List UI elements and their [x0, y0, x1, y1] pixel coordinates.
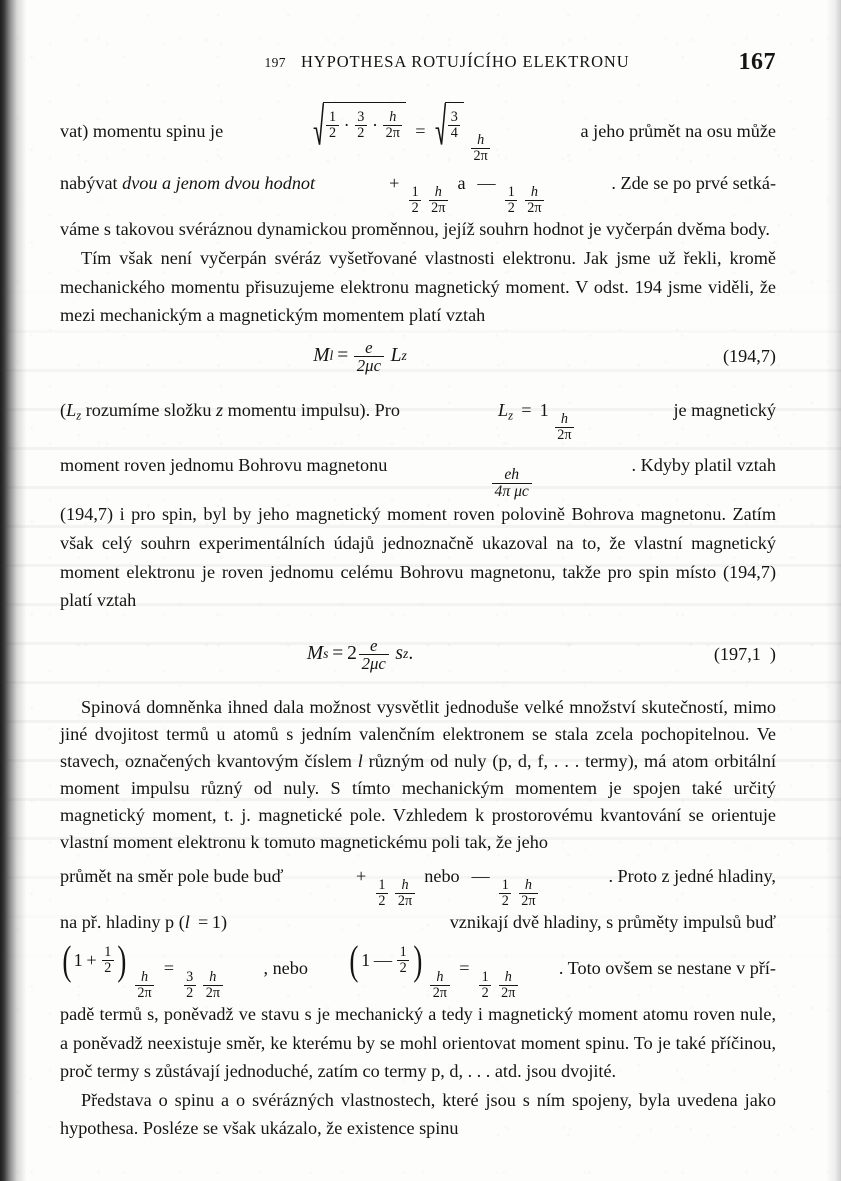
multiply-dot-2: · [371, 114, 379, 135]
radicand-1 [323, 102, 406, 146]
denominator: 2 [479, 985, 491, 1000]
levels-lead: na př. hladiny p [60, 912, 175, 933]
numerator: h [504, 969, 512, 986]
symbol-z-italic: z [216, 399, 224, 420]
denominator: 2π [203, 985, 222, 1000]
text-line-level-splitting [60, 937, 776, 1000]
minus-sign-2: — [471, 865, 490, 886]
fraction-one-half-f [102, 945, 114, 975]
line1-lead: vat) momentu spinu je [60, 120, 224, 141]
fraction-h-over-2pi-g [519, 878, 538, 908]
subscript-z-2: z [508, 408, 514, 423]
value-one-b: 1 [361, 949, 371, 970]
bohr-lead: moment roven jednomu Bohrovu magnetonu [60, 455, 388, 476]
plus-sign-2: + [355, 865, 367, 886]
denominator: 2π [430, 985, 449, 1000]
value-one: 1 [539, 399, 549, 420]
fraction-h-over-2pi-f [395, 878, 414, 908]
symbol-Ms: M [306, 643, 324, 665]
fraction-one-half-e [499, 878, 511, 908]
inline-math-bohr-magneton [490, 442, 533, 500]
inline-math-two-projections [386, 163, 546, 215]
radicand-2 [445, 102, 464, 146]
symbol-L-inline: L [66, 399, 77, 420]
numerator: h [560, 411, 568, 428]
numerator: h [434, 184, 442, 201]
equation-period: . [408, 643, 414, 665]
denominator: 2 [102, 960, 114, 975]
fraction-one-half-b [409, 185, 421, 215]
text-line-sqrt-momentum [60, 102, 776, 163]
subscript-z: z [401, 348, 407, 364]
numerator: 1 [411, 184, 419, 201]
equals-sign-lz: = [521, 399, 532, 420]
running-head-title [60, 52, 776, 72]
open-paren-lz: ( [60, 399, 67, 420]
fraction-e-over-2muc-a [354, 339, 384, 374]
denominator: 4 [448, 125, 460, 140]
minus-sign-3: — [373, 949, 393, 970]
display-equation-197-1 [60, 637, 776, 672]
nebo-conjunction: nebo [424, 865, 460, 886]
projection-tail: . Proto z jedné hladiny, [608, 865, 776, 886]
close-paren-l: ) [220, 912, 228, 933]
coefficient-two: 2 [347, 643, 357, 665]
fraction-eh-over-4pimuc [492, 467, 532, 500]
line2-tail: . Zde se po prvé setká- [611, 173, 776, 194]
close-paren-big-1: ) [117, 937, 127, 983]
fraction-h-over-2pi-d [525, 185, 544, 215]
open-paren-big-2: ( [349, 937, 359, 983]
value-one-l: 1 [211, 912, 221, 933]
numerator: h [140, 969, 149, 986]
numerator: h [401, 877, 409, 894]
lz-mid-text-2: momentu impulsu). Pro [223, 399, 400, 420]
fraction-h-over-2pi-h [135, 970, 154, 1000]
equals-sign-194-7: = [337, 345, 349, 367]
subscript-z-3: z [403, 646, 409, 662]
denominator: 2 [376, 893, 388, 908]
equation-194-7-body [313, 339, 407, 374]
line1-tail: a jeho průmět na osu může [580, 120, 776, 141]
denominator: 2π [519, 893, 538, 908]
denominator: 2π [429, 200, 448, 215]
numerator: h [477, 132, 485, 149]
text-line-lz-definition [60, 390, 776, 442]
text-line-bohr-magneton [60, 442, 776, 500]
text-line-two-values [60, 163, 776, 215]
fraction-h-over-2pi-b [471, 133, 490, 163]
fraction-three-halves-b [184, 970, 196, 1000]
line2-lead: nabývat [60, 173, 118, 194]
open-paren-big-1: ( [62, 937, 72, 983]
numerator: e [369, 635, 378, 655]
paragraph-3: (194,7) i pro spin, byl by jeho magnetický moment roven polovině Bohrova magnetonu. Zatím však celý souhrn experimentálních údajů jednoznačně ukazoval na to, že vlastní magnetický moment elektronu je roven jednomu celému Bohrovu magnetonu, takže pro spin místo (194,7) platí vztah [60, 504, 776, 611]
equals-sign-split-1: = [163, 957, 175, 978]
subscript-l: l [329, 348, 334, 364]
inline-math-spin-magnitude [312, 102, 492, 163]
equals-sign-1: = [415, 120, 426, 141]
denominator: 2π [555, 427, 574, 442]
inline-math-projection-values [352, 856, 539, 908]
paren-group-minus [347, 937, 424, 984]
fraction-three-halves [355, 110, 367, 140]
lz-tail: je magnetický [673, 399, 776, 420]
plus-sign-1: + [389, 173, 400, 194]
display-equation-194-7 [60, 339, 776, 374]
page-text-block [60, 49, 776, 1143]
paragraph-2: Tím však není vyčerpán svéráz vyšetřované vlastnosti elektronu. Jak jsme už řekli, kromě mechanického momentu přisuzujeme elektronu magnetický moment. V odst. 194 jsme viděli, že mezi mechanickým a magnetickým momentem platí vztah [60, 248, 776, 326]
subscript-z-inline: z [76, 408, 82, 423]
page-number: 167 [738, 49, 776, 75]
levels-tail: vznikají dvě hladiny, s průměty impulsů buď [449, 912, 776, 933]
minus-sign-1: — [477, 173, 496, 194]
paragraph-6: Představa o spinu a o svérázných vlastnostech, které jsou s ním spojeny, byla uvedena jako hypothesa. Posléze se však ukázalo, že existence spinu [60, 1089, 776, 1139]
fraction-h-over-2pi-i [203, 970, 222, 1000]
conjunction-a: a [457, 173, 466, 194]
equation-number-197-1: (197,1 ) [713, 643, 776, 664]
multiply-dot-1: · [343, 114, 350, 135]
numerator: h [524, 877, 532, 894]
inline-math-lz-value [498, 390, 576, 442]
sqrt-symbol-2 [435, 102, 464, 146]
fraction-one-half-c [505, 185, 517, 215]
running-head-section-number: 197 [264, 55, 286, 70]
denominator: 2 [355, 125, 367, 140]
denominator: 2 [326, 125, 338, 140]
paragraph-4-first-part: Spinová domněnka ihned dala možnost vysvětlit jednoduše velké množství skutečností, mimo jiné dvojitost termů u atomů s jedním valenčním elektronem se stala zcela pochopitelnou. Ve stavech, označených kvantovým číslem [60, 696, 776, 771]
numerator: 1 [328, 109, 337, 126]
numerator: 3 [357, 109, 365, 126]
numerator: 3 [186, 969, 194, 986]
radical-glyph-1 [313, 102, 323, 146]
denominator: 2π [471, 148, 490, 163]
paragraph-4-continuation: různým od nuly (p, d, f, . . . termy), má atom orbitální moment impulsu různý od nuly. S tímto mechanickým momentem je spojen také určitý magnetický moment, t. j. magnetické pole. Vzhledem k prostorovému kvantování se orientuje vlastní moment elektronu k tomuto magnetickému poli tak, že jeho [60, 750, 776, 852]
denominator: 2 [499, 893, 511, 908]
inline-math-level-splitting [60, 937, 224, 1000]
paragraph-1-continuation: váme s takovou svéráznou dynamickou proměnnou, jejíž souhrn hodnot je vyčerpán dvěma body. [60, 219, 770, 240]
sqrt-symbol-1 [313, 102, 406, 146]
numerator: 1 [481, 969, 489, 986]
scan-right-edge-shadow [827, 0, 841, 1181]
symbol-s: s [395, 643, 403, 665]
symbol-L: L [390, 345, 402, 367]
paren-group-plus [60, 937, 129, 984]
denominator: 2 [184, 985, 196, 1000]
denominator: 2μc [359, 654, 389, 672]
close-paren-big-2: ) [412, 937, 422, 983]
denominator: 4π μc [492, 483, 532, 500]
equals-sign-197-1: = [332, 643, 344, 665]
fraction-h-over-2pi-j [430, 970, 449, 1000]
denominator: 2 [409, 200, 421, 215]
numerator: 1 [399, 944, 407, 961]
running-head [60, 49, 776, 86]
running-head-chapter-title: HYPOTHESA ROTUJÍCÍHO ELEKTRONU [300, 52, 630, 71]
quantum-number-l-italic: l [357, 750, 363, 771]
denominator: 2π [383, 125, 402, 140]
paragraph-5: padě termů s, poněvadž ve stavu s je mechanický a tedy i magnetický moment atomu roven nule, a poněvadž neexistuje směr, ke kterému by se mohl orientovat moment spinu. To je také příčinou, proč termy s zůstávají jednoduché, zatím co termy p, d, . . . atd. jsou dvojité. [60, 1004, 776, 1082]
fraction-one-half-g [397, 945, 409, 975]
fraction-e-over-2muc-b [359, 637, 389, 672]
denominator: 2 [397, 960, 409, 975]
numerator: 3 [450, 109, 458, 126]
numerator: 1 [104, 944, 112, 961]
inline-math-l-equals-one [179, 912, 227, 932]
numerator: eh [504, 466, 520, 484]
split-conjunction: , nebo [263, 957, 308, 978]
numerator: h [436, 969, 444, 986]
fraction-h-over-2pi-c [429, 185, 448, 215]
fraction-one-half-d [376, 878, 388, 908]
denominator: 2μc [354, 356, 384, 374]
plus-sign-3: + [86, 949, 97, 970]
bohr-tail: . Kdyby platil vztah [631, 455, 776, 476]
equals-sign-l: = [198, 912, 209, 933]
equation-number-194-7: (194,7) [722, 345, 776, 366]
projection-lead: průmět na směr pole bude buď [60, 865, 284, 886]
fraction-h-over-2pi-k [499, 970, 518, 1000]
inline-math-level-splitting-2 [347, 937, 519, 1000]
denominator: 2π [499, 985, 518, 1000]
symbol-M: M [313, 345, 330, 367]
symbol-l-inline: l [184, 912, 190, 933]
numerator: 1 [378, 877, 386, 894]
numerator: 1 [507, 184, 515, 201]
denominator: 2π [395, 893, 414, 908]
numerator: h [530, 184, 538, 201]
text-line-projection [60, 856, 776, 908]
equation-197-1-body [307, 637, 413, 672]
fraction-h-over-2pi-e [555, 412, 574, 442]
subscript-s: s [323, 646, 329, 662]
open-paren-l: ( [178, 912, 185, 933]
denominator: 2π [525, 200, 544, 215]
line2-italic-phrase: dvou a jenom dvou hodnot [122, 173, 316, 194]
numerator: h [209, 969, 217, 986]
denominator: 2 [505, 200, 517, 215]
fraction-one-half-h [479, 970, 491, 1000]
split-tail: . Toto ovšem se nestane v pří- [558, 957, 776, 978]
denominator: 2π [135, 985, 154, 1000]
radical-glyph-2 [435, 102, 445, 146]
lz-mid-text: rozumíme složku [81, 399, 217, 420]
symbol-L-2: L [497, 399, 509, 420]
fraction-h-over-2pi-a [383, 110, 402, 140]
paragraph-4 [60, 694, 776, 856]
fraction-three-quarters [448, 110, 460, 140]
value-one-a: 1 [73, 949, 83, 970]
numerator: e [365, 337, 373, 357]
text-line-levels [60, 908, 776, 937]
equals-sign-split-2: = [459, 957, 470, 978]
scan-left-edge-shadow [0, 0, 26, 1181]
numerator: 1 [501, 877, 509, 894]
numerator: h [389, 109, 397, 126]
fraction-one-half-a [326, 110, 338, 140]
